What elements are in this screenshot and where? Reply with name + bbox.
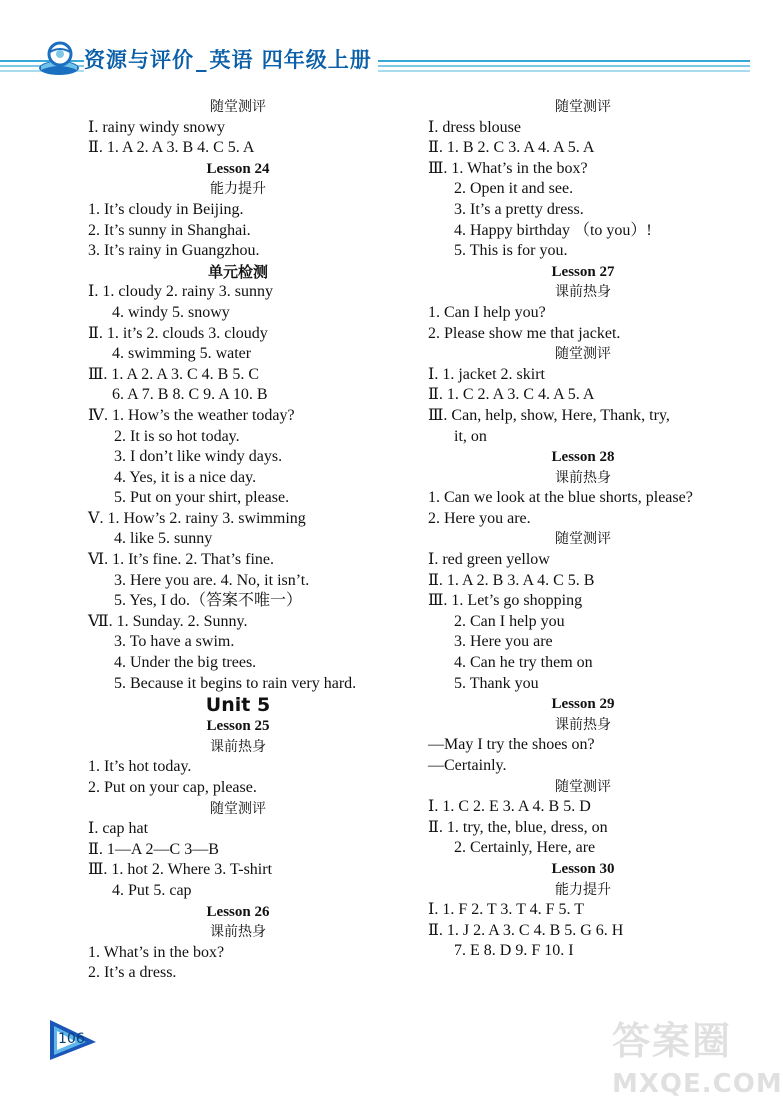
- answer-line: 1. Can I help you?: [428, 303, 546, 321]
- answer-line: Ⅰ. red green yellow: [428, 551, 550, 569]
- answer-line: Ⅶ. 1. Sunday. 2. Sunny.: [88, 612, 248, 630]
- answer-line: 2. Certainly, Here, are: [454, 839, 596, 857]
- answer-line: 课前热身: [555, 716, 611, 733]
- page-header: [0, 0, 750, 90]
- answer-line: 2. Please show me that jacket.: [428, 324, 621, 342]
- answer-line: 5. Put on your shirt, please.: [114, 489, 290, 507]
- answer-line: Ⅴ. 1. How’s 2. rainy 3. swimming: [88, 509, 306, 527]
- header-title-series: 资源与评价: [84, 48, 194, 72]
- answer-line: —May I try the shoes on?: [428, 736, 595, 754]
- answer-line: 课前热身: [555, 284, 611, 301]
- answer-line: Ⅰ. dress blouse: [428, 118, 521, 136]
- answer-line: Ⅲ. 1. A 2. A 3. C 4. B 5. C: [88, 365, 260, 383]
- answer-line: Ⅱ. 1—A 2—C 3—B: [88, 840, 219, 858]
- answer-line: 随堂测评: [210, 99, 266, 115]
- watermark-logo-text: 答案圈: [612, 1019, 733, 1063]
- answer-line: 课前热身: [555, 469, 611, 486]
- answer-line: Lesson 29: [551, 696, 615, 713]
- answer-line: 3. Here you are: [454, 633, 553, 651]
- answer-line: 2. Put on your cap, please.: [88, 779, 257, 796]
- answer-line: Ⅲ. Can, help, show, Here, Thank, try,: [428, 406, 670, 424]
- answer-line: Ⅰ. 1. F 2. T 3. T 4. F 5. T: [428, 901, 584, 919]
- answer-line: 单元检测: [207, 262, 268, 281]
- answer-line: 3. It’s rainy in Guangzhou.: [88, 242, 260, 260]
- answer-line: Ⅳ. 1. How’s the weather today?: [88, 406, 295, 424]
- answer-line: Ⅱ. 1. J 2. A 3. C 4. B 5. G 6. H: [428, 921, 624, 939]
- header-title-separator: _: [196, 48, 208, 72]
- answer-line: Lesson 28: [551, 449, 615, 466]
- answer-line: Ⅰ. 1. jacket 2. skirt: [428, 365, 545, 383]
- answer-line: 2. Here you are.: [428, 509, 531, 527]
- answer-line: 2. It’s sunny in Shanghai.: [88, 221, 251, 239]
- answer-line: Ⅰ. cap hat: [88, 820, 149, 838]
- answer-line: Ⅱ. 1. C 2. A 3. C 4. A 5. A: [428, 386, 595, 404]
- answer-line: 2. It is so hot today.: [114, 427, 240, 445]
- answer-line: 4. Yes, it is a nice day.: [114, 468, 257, 486]
- answer-line: 7. E 8. D 9. F 10. I: [454, 942, 574, 960]
- answer-line: Ⅱ. 1. B 2. C 3. A 4. A 5. A: [428, 139, 595, 157]
- answer-line: Unit 5: [205, 694, 271, 717]
- watermark-url: MXQE.COM: [612, 1069, 783, 1099]
- answer-line: 4. Can he try them on: [454, 654, 593, 672]
- answer-line: 能力提升: [210, 181, 266, 198]
- answer-line: —Certainly.: [428, 757, 507, 774]
- answer-line: 3. Here you are. 4. No, it isn’t.: [114, 571, 310, 589]
- answer-line: Ⅱ. 1. A 2. B 3. A 4. C 5. B: [428, 571, 595, 589]
- answer-line: 1. Can we look at the blue shorts, please?: [428, 489, 693, 507]
- answer-line: 5. Because it begins to rain very hard.: [114, 674, 357, 692]
- answer-line: Ⅲ. 1. Let’s go shopping: [428, 592, 583, 610]
- answer-line: 2. It’s a dress.: [88, 964, 177, 982]
- answer-line: Ⅰ. 1. cloudy 2. rainy 3. sunny: [88, 283, 273, 301]
- answer-line: 4. swimming 5. water: [112, 345, 252, 363]
- answer-line: 3. I don’t like windy days.: [114, 448, 283, 466]
- answer-line: Lesson 30: [551, 860, 615, 877]
- answer-line: 能力提升: [555, 881, 611, 898]
- answer-line: 5. Thank you: [454, 674, 539, 692]
- answer-line: 4. Put 5. cap: [112, 881, 192, 899]
- answer-line: 随堂测评: [555, 778, 611, 795]
- answer-line: Lesson 25: [206, 718, 270, 735]
- answer-line: Ⅲ. 1. What’s in the box?: [428, 159, 588, 177]
- answer-line: 随堂测评: [210, 800, 266, 817]
- answer-line: 1. It’s hot today.: [88, 758, 192, 776]
- header-title-book: 英语 四年级上册: [209, 48, 372, 72]
- answer-line: 4. Happy birthday （to you）!: [454, 221, 652, 239]
- site-watermark: [612, 1010, 783, 1102]
- answer-line: 随堂测评: [555, 531, 611, 548]
- answer-line: 1. What’s in the box?: [88, 943, 225, 961]
- answer-line: 4. Under the big trees.: [114, 654, 257, 672]
- answer-line: 2. Can I help you: [454, 612, 565, 630]
- answer-line: 5. Yes, I do.（答案不唯一）: [114, 592, 303, 610]
- answer-line: Ⅲ. 1. hot 2. Where 3. T-shirt: [88, 861, 273, 879]
- answer-column-left: [88, 97, 388, 984]
- answer-line: Lesson 26: [206, 903, 270, 920]
- page-number: 106: [58, 1031, 85, 1047]
- answer-line: 随堂测评: [555, 99, 611, 115]
- answer-line: Ⅵ. 1. It’s fine. 2. That’s fine.: [88, 551, 274, 569]
- answer-line: 4. like 5. sunny: [114, 530, 213, 548]
- answer-line: Ⅱ. 1. it’s 2. clouds 3. cloudy: [88, 324, 268, 342]
- answer-line: Ⅰ. 1. C 2. E 3. A 4. B 5. D: [428, 798, 591, 816]
- answer-line: 随堂测评: [555, 346, 611, 363]
- answer-line: it, on: [454, 427, 487, 445]
- answer-line: 1. It’s cloudy in Beijing.: [88, 200, 244, 218]
- answer-line: 3. It’s a pretty dress.: [454, 200, 584, 218]
- answer-line: Ⅱ. 1. A 2. A 3. B 4. C 5. A: [88, 139, 255, 157]
- answer-line: 5. This is for you.: [454, 242, 568, 260]
- answer-line: Ⅰ. rainy windy snowy: [88, 118, 225, 136]
- answer-line: 3. To have a swim.: [114, 633, 235, 651]
- answer-line: 6. A 7. B 8. C 9. A 10. B: [112, 386, 268, 404]
- book-globe-icon: [36, 38, 82, 78]
- answer-line: Ⅱ. 1. try, the, blue, dress, on: [428, 818, 608, 836]
- answer-line: 课前热身: [210, 738, 266, 755]
- answer-line: 4. windy 5. snowy: [112, 303, 230, 321]
- answer-line: Lesson 27: [551, 263, 615, 280]
- header-title: [84, 44, 378, 74]
- answer-column-right: [428, 97, 738, 962]
- answer-line: 2. Open it and see.: [454, 180, 574, 198]
- answer-line: Lesson 24: [206, 160, 270, 177]
- answer-line: 课前热身: [210, 924, 266, 941]
